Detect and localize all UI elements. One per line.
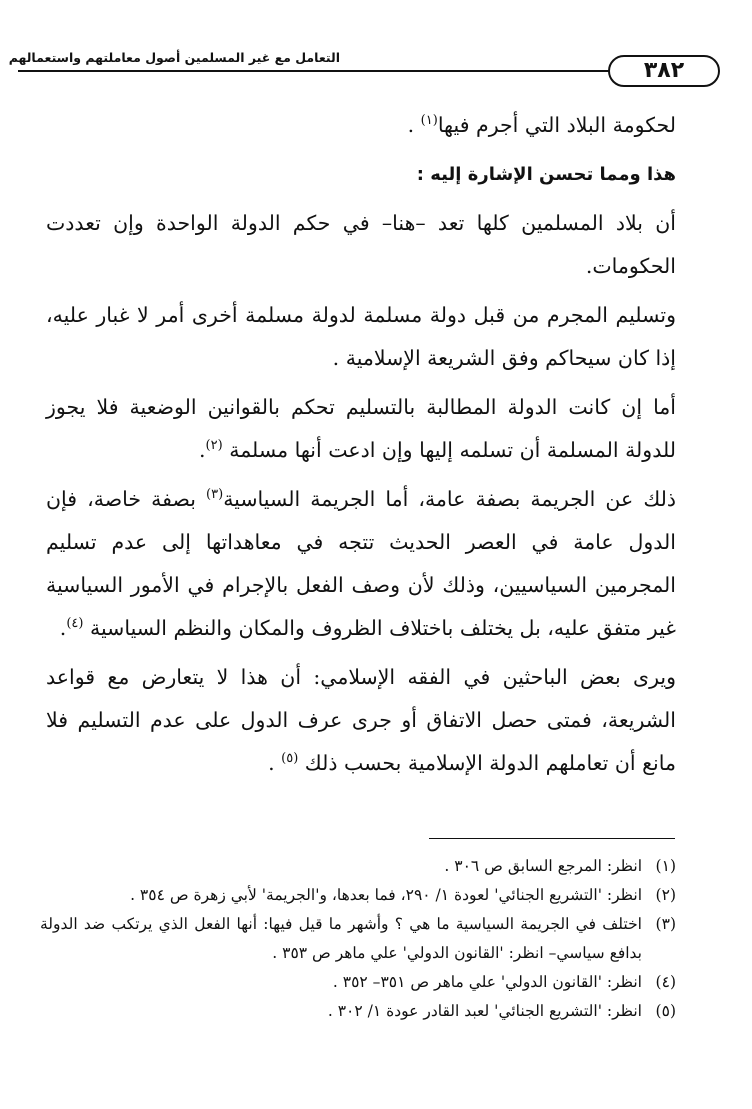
paragraph-1-text: لحكومة البلاد التي أجرم فيها — [437, 113, 676, 137]
page-number: ٣٨٢ — [608, 55, 720, 87]
paragraph-5-end: . — [199, 438, 206, 462]
footnote-ref-1: (١) — [420, 113, 438, 129]
footnote-number: (٥) — [655, 1002, 676, 1020]
footnote-3 — [40, 910, 676, 968]
paragraph-7-text: ويرى بعض الباحثين في الفقه الإسلامي: أن هذا لا يتعارض مع قواعد الشريعة، فمتى حصل الاتفاق أو جرى عرف الدول على عدم التسليم فلا مانع أن تعاملهم الدولة الإسلامية بحسب ذلك — [46, 665, 676, 775]
paragraph-6 — [46, 478, 676, 650]
footnote-4 — [40, 968, 676, 997]
footnote-text: انظر: 'التشريع الجنائي' لعبد القادر عودة ١/ ٣٠٢ . — [327, 1002, 642, 1020]
paragraph-5-text: أما إن كانت الدولة المطالبة بالتسليم تحكم بالقوانين الوضعية فلا يجوز للدولة المسلمة أن تسلمه إليها وإن ادعت أنها مسلمة — [46, 395, 676, 462]
footnote-rule — [429, 838, 675, 839]
footnote-number: (١) — [655, 857, 676, 875]
running-title: التعامل مع غير المسلمين أصول معاملتهم واستعمالهم — [8, 50, 340, 65]
footnote-text: انظر: 'التشريع الجنائي' لعودة ١/ ٢٩٠، فما بعدها، و'الجريمة' لأبي زهرة ص ٣٥٤ . — [130, 886, 642, 904]
footnote-ref-2: (٢) — [205, 438, 223, 454]
paragraph-3: أن بلاد المسلمين كلها تعد –هنا– في حكم الدولة الواحدة وإن تعددت الحكومات. — [46, 211, 676, 278]
header-rule — [18, 70, 612, 72]
footnote-number: (٤) — [655, 973, 676, 991]
paragraph-6-text-b: بصفة خاصة، فإن الدول عامة في العصر الحديث تتجه في معاهداتها إلى عدم تسليم المجرمين السياسيين، وذلك لأن وصف الفعل بالإجرام في الأمور السياسية غير متفق عليه، بل يختلف باختلاف الظروف والمكان والنظم السياسية — [46, 487, 676, 640]
paragraph-5 — [46, 386, 676, 472]
paragraph-1-end: . — [407, 113, 421, 137]
footnote-ref-5: (٥) — [281, 751, 299, 767]
footnote-text: انظر: 'القانون الدولي' علي ماهر ص ٣٥١– ٣٥٢ . — [332, 973, 642, 991]
footnote-5 — [40, 997, 676, 1026]
paragraph-4: وتسليم المجرم من قبل دولة مسلمة لدولة مسلمة أخرى أمر لا غبار عليه، إذا كان سيحاكم وفق الشريعة الإسلامية . — [46, 303, 676, 370]
footnote-number: (٢) — [655, 886, 676, 904]
footnote-2 — [40, 881, 676, 910]
footnote-ref-4: (٤) — [66, 616, 84, 632]
main-text — [46, 104, 676, 791]
paragraph-6-text-a: ذلك عن الجريمة بصفة عامة، أما الجريمة السياسية — [223, 487, 676, 511]
paragraph-7-end: . — [268, 751, 282, 775]
subheading: هذا ومما تحسن الإشارة إليه : — [416, 164, 676, 185]
footnotes — [40, 852, 676, 1026]
paragraph-7 — [46, 656, 676, 785]
footnote-text: اختلف في الجريمة السياسية ما هي ؟ وأشهر ما قيل فيها: أنها الفعل الذي يرتكب ضد الدولة بدافع سياسي– انظر: 'القانون الدولي' علي ماهر ص ٣٥٣ . — [40, 915, 642, 962]
footnote-text: انظر: المرجع السابق ص ٣٠٦ . — [444, 857, 642, 875]
footnote-ref-3: (٣) — [206, 487, 224, 503]
footnote-number: (٣) — [655, 915, 676, 933]
paragraph-6-end: . — [59, 616, 67, 640]
paragraph-1 — [46, 104, 676, 147]
footnote-1 — [40, 852, 676, 881]
